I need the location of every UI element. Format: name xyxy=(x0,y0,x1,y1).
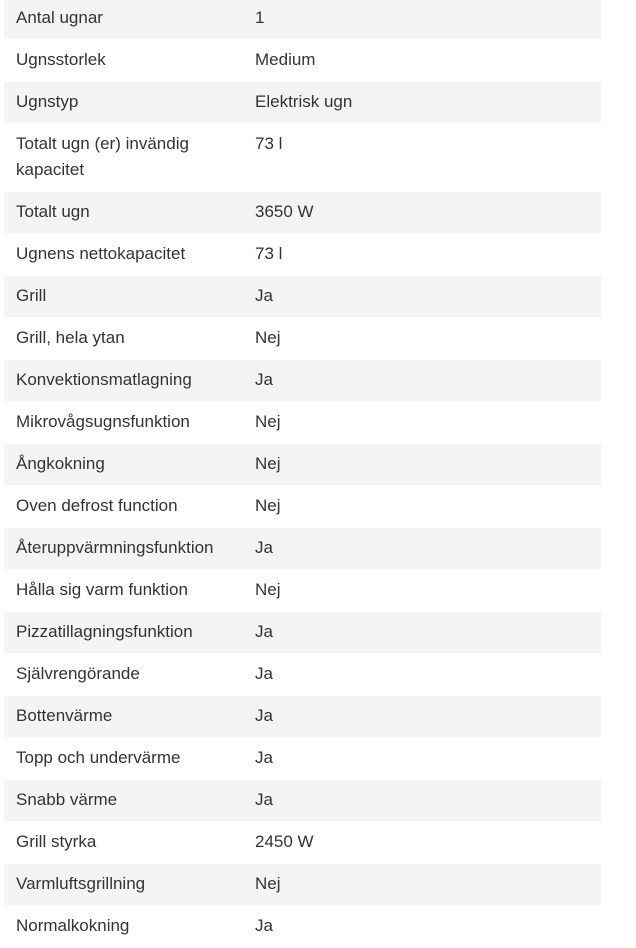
spec-value: 1 xyxy=(255,8,265,27)
spec-value: Nej xyxy=(255,454,281,473)
spec-value: Ja xyxy=(255,790,273,809)
spec-row xyxy=(4,570,601,612)
spec-label: Mikrovågsugnsfunktion xyxy=(16,412,190,431)
spec-row xyxy=(4,780,601,822)
spec-row xyxy=(4,276,601,318)
spec-value: Medium xyxy=(255,50,316,69)
spec-row xyxy=(4,486,601,528)
spec-label: Ugnens nettokapacitet xyxy=(16,244,186,263)
spec-value: Ja xyxy=(255,538,273,557)
spec-label: Normalkokning xyxy=(16,916,130,935)
spec-label: Totalt ugn (er) invändig kapacitet xyxy=(16,134,189,179)
spec-row xyxy=(4,612,601,654)
spec-row xyxy=(4,402,601,444)
spec-row xyxy=(4,124,601,192)
spec-label: Ugnstyp xyxy=(16,92,79,111)
spec-label: Konvektionsmatlagning xyxy=(16,370,192,389)
spec-label: Pizzatillagningsfunktion xyxy=(16,622,193,641)
spec-label: Snabb värme xyxy=(16,790,118,809)
spec-row xyxy=(4,528,601,570)
spec-label: Oven defrost function xyxy=(16,496,178,515)
spec-label: Grill styrka xyxy=(16,832,97,851)
spec-label: Ugnsstorlek xyxy=(16,50,106,69)
spec-label: Antal ugnar xyxy=(16,8,103,27)
spec-label: Bottenvärme xyxy=(16,706,113,725)
spec-row xyxy=(4,82,601,124)
spec-row xyxy=(4,696,601,738)
spec-label: Ångkokning xyxy=(16,454,105,473)
spec-label: Varmluftsgrillning xyxy=(16,874,146,893)
spec-row xyxy=(4,906,601,948)
spec-label: Återuppvärmningsfunktion xyxy=(16,538,214,557)
spec-value: Ja xyxy=(255,706,273,725)
spec-row xyxy=(4,0,601,40)
spec-label: Hålla sig varm funktion xyxy=(16,580,188,599)
spec-row xyxy=(4,318,601,360)
spec-value: Nej xyxy=(255,412,281,431)
spec-value: 73 l xyxy=(255,134,283,153)
spec-row xyxy=(4,864,601,906)
spec-label: Topp och undervärme xyxy=(16,748,181,767)
spec-row xyxy=(4,234,601,276)
spec-row xyxy=(4,40,601,82)
spec-row xyxy=(4,654,601,696)
spec-value: Ja xyxy=(255,286,273,305)
spec-label: Totalt ugn xyxy=(16,202,90,221)
spec-value: Nej xyxy=(255,580,281,599)
spec-label: Grill xyxy=(16,286,47,305)
spec-value: 2450 W xyxy=(255,832,314,851)
spec-row xyxy=(4,360,601,402)
spec-value: Elektrisk ugn xyxy=(255,92,353,111)
spec-row xyxy=(4,192,601,234)
spec-value: Ja xyxy=(255,370,273,389)
spec-table xyxy=(4,0,601,948)
spec-row xyxy=(4,444,601,486)
spec-value: Nej xyxy=(255,328,281,347)
spec-label: Grill, hela ytan xyxy=(16,328,125,347)
spec-value: Ja xyxy=(255,622,273,641)
spec-value: 73 l xyxy=(255,244,283,263)
spec-row xyxy=(4,738,601,780)
spec-value: Ja xyxy=(255,916,273,935)
spec-value: Ja xyxy=(255,664,273,683)
spec-label: Självrengörande xyxy=(16,664,140,683)
spec-value: 3650 W xyxy=(255,202,314,221)
spec-value: Ja xyxy=(255,748,273,767)
spec-row xyxy=(4,822,601,864)
spec-value: Nej xyxy=(255,496,281,515)
spec-value: Nej xyxy=(255,874,281,893)
